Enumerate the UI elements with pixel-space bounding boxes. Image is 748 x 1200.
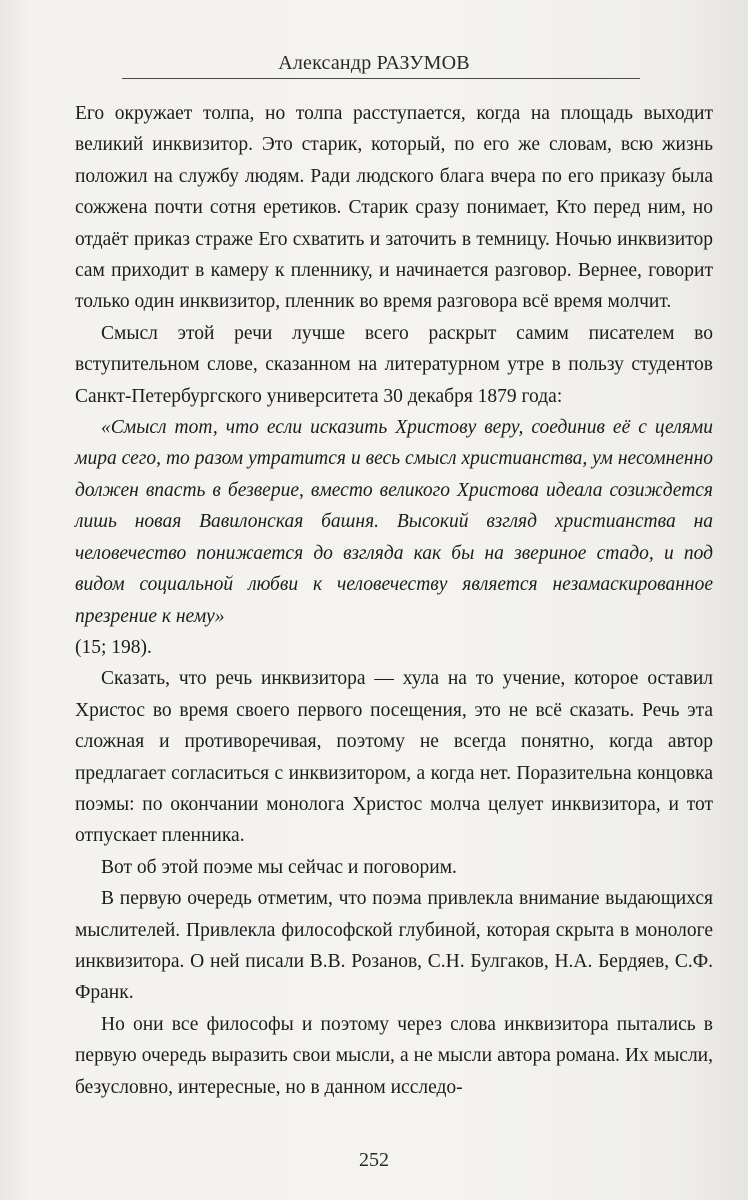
paragraph-1: Его окружает толпа, но толпа расступается, когда на площадь выходит великий инквизитор. Это старик, который, по его же словам, всю жизнь положил на службу людям. Ради людского блага вчера по его приказу была сожжена почти сотня еретиков. Старик сразу понимает, Кто перед ним, но отдаёт приказ страже Его схватить и заточить в темницу. Ночью инквизитор сам приходит в камеру к пленнику, и начинается разговор. Вернее, говорит только один инквизитор, пленник во время разговора всё время молчит.: [75, 103, 713, 313]
paragraph-2: Смысл этой речи лучше всего раскрыт самим писателем во вступительном слове, сказанном на литературном утре в пользу студентов Санкт-Петербургского университета 30 декабря 1879 года:: [75, 322, 713, 407]
paragraph-5: В первую очередь отметим, что поэма привлекла внимание выдающихся мыслителей. Привлекла философской глубиной, которая скрыта в монологе инквизитора. О ней писали В.В. Розанов, С.Н. Булгаков, Н.А. Бердяев, С.Ф. Франк.: [75, 888, 713, 1004]
page-number: 252: [359, 1149, 389, 1171]
paragraph-6: Но они все философы и поэтому через слова инквизитора пытались в первую очередь выразить свои мысли, а не мысли автора романа. Их мысли, безусловно, интересные, но в данном исследо-: [75, 1013, 713, 1098]
running-header: [0, 42, 748, 82]
author-name: Александр РАЗУМОВ: [278, 52, 470, 74]
header-rule: [122, 78, 640, 79]
citation: (15; 198).: [75, 636, 152, 658]
body-text: [75, 98, 713, 1103]
quotation: «Смысл тот, что если исказить Христову веру, соединив её с целями мира сего, то разом утратится и весь смысл христианства, ум несомненно должен впасть в безверие, вместо великого Христова идеала созиждется лишь новая Вавилонская башня. Высокий взгляд христианства на человечество понижается до взгляда как бы на звериное стадо, и под видом социальной любви к человечеству является незамаскированное презрение к нему»: [75, 417, 713, 627]
paragraph-3: Сказать, что речь инквизитора — хула на то учение, которое оставил Христос во время своего первого посещения, это не всё сказать. Речь эта сложная и противоречивая, поэтому не всегда понятно, когда автор предлагает согласиться с инквизитором, а когда нет. Поразительна концовка поэмы: по окончании монолога Христос молча целует инквизитора, и тот отпускает пленника.: [75, 668, 713, 847]
paragraph-4: Вот об этой поэме мы сейчас и поговорим.: [101, 856, 457, 878]
